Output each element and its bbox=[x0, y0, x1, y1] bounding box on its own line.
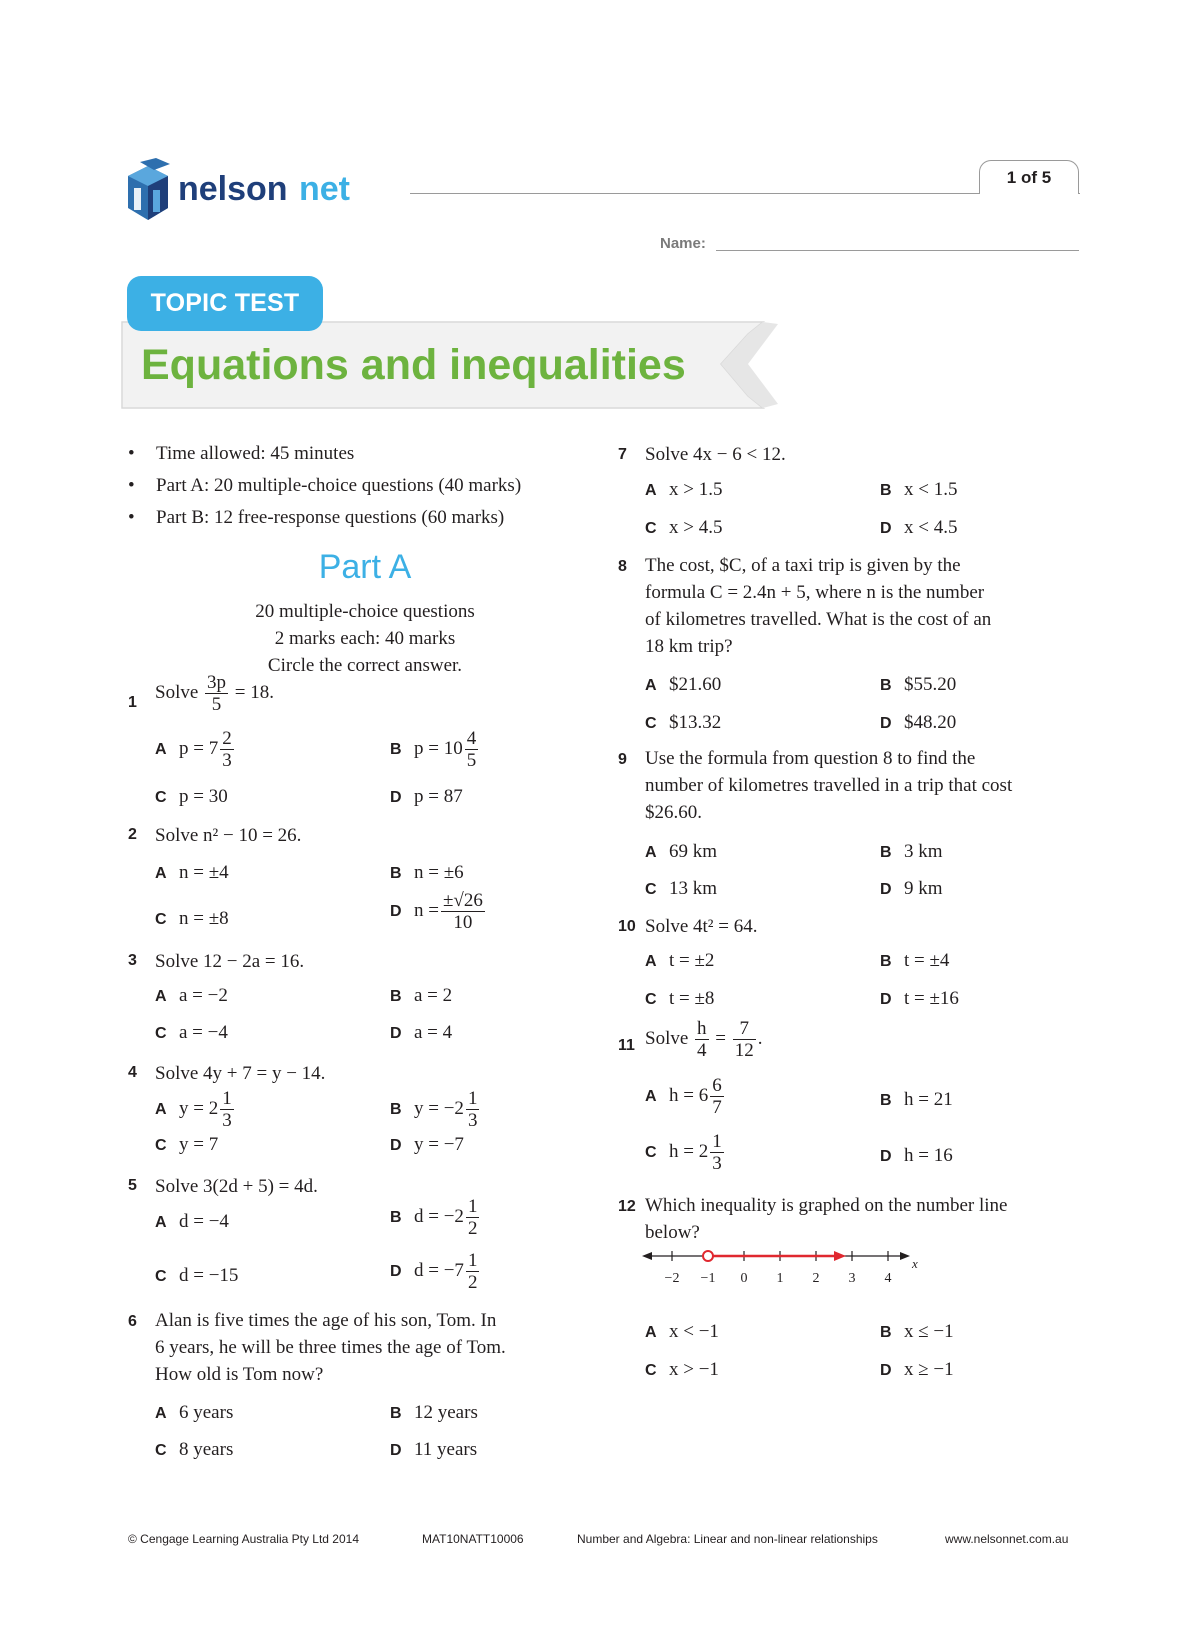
option-d[interactable]: D a = 4 bbox=[390, 1022, 453, 1043]
option-a[interactable]: A d = −4 bbox=[155, 1211, 229, 1232]
question-1-text: Solve $\frac{3p}{5}$ = 18. bbox=[155, 672, 274, 715]
option-b[interactable]: B x ≤ −1 bbox=[880, 1321, 954, 1342]
option-a[interactable]: A a = −2 bbox=[155, 985, 228, 1006]
option-c[interactable]: C t = ±8 bbox=[645, 988, 715, 1009]
option-c[interactable]: C d = −15 bbox=[155, 1265, 239, 1286]
question-number: 6 bbox=[128, 1313, 137, 1330]
option-d[interactable]: D d = −7 $\frac{1}{2}$ bbox=[390, 1250, 478, 1293]
option-a[interactable]: A 69 km bbox=[645, 841, 718, 862]
option-b[interactable]: B n = ±6 bbox=[390, 862, 464, 883]
logo-text-nelson: nelson bbox=[178, 170, 288, 208]
option-c[interactable]: C p = 30 bbox=[155, 786, 228, 807]
option-a[interactable]: A n = ±4 bbox=[155, 862, 229, 883]
question-number: 3 bbox=[128, 952, 137, 969]
option-b[interactable]: B x < 1.5 bbox=[880, 479, 958, 500]
option-d[interactable]: D 11 years bbox=[390, 1439, 478, 1460]
question-4-text: Solve 4y + 7 = y − 14. bbox=[155, 1063, 326, 1084]
question-5-text: Solve 3(2d + 5) = 4d. bbox=[155, 1176, 318, 1197]
option-d[interactable]: D $48.20 bbox=[880, 712, 957, 733]
logo-text-net: net bbox=[299, 170, 350, 208]
question-2-text: Solve n² − 10 = 26. bbox=[155, 825, 302, 846]
option-b[interactable]: B a = 2 bbox=[390, 985, 453, 1006]
page-indicator: 1 of 5 bbox=[979, 160, 1079, 194]
tick-label: −1 bbox=[700, 1271, 716, 1286]
option-a[interactable]: A h = 6 $\frac{6}{7}$ bbox=[645, 1075, 722, 1118]
tick-label: 2 bbox=[812, 1271, 820, 1286]
question-7-text: Solve 4x − 6 < 12. bbox=[645, 444, 786, 465]
question-number: 11 bbox=[618, 1037, 635, 1054]
option-b[interactable]: B d = −2 $\frac{1}{2}$ bbox=[390, 1196, 478, 1239]
option-d[interactable]: D x ≥ −1 bbox=[880, 1359, 954, 1380]
option-d[interactable]: D t = ±16 bbox=[880, 988, 959, 1009]
question-3-text: Solve 12 − 2a = 16. bbox=[155, 951, 305, 972]
option-c[interactable]: C x > −1 bbox=[645, 1359, 719, 1380]
option-a[interactable]: A $21.60 bbox=[645, 674, 722, 695]
name-label: Name: bbox=[660, 235, 706, 252]
tick-label: 3 bbox=[848, 1271, 856, 1286]
right-arrow-icon bbox=[900, 1252, 910, 1260]
part-a-title: Part A bbox=[318, 548, 412, 586]
question-11-text: Solve $\frac{h}{4}$ = $\frac{7}{12}$ . bbox=[645, 1018, 763, 1061]
option-d[interactable]: D h = 16 bbox=[880, 1145, 953, 1166]
option-d[interactable]: D p = 87 bbox=[390, 786, 463, 807]
option-b[interactable]: B p = 10 $\frac{4}{5}$ bbox=[390, 728, 477, 771]
footer-code: MAT10NATT10006 bbox=[422, 1532, 524, 1546]
intro-item: • Time allowed: 45 minutes bbox=[128, 438, 521, 470]
open-circle-point bbox=[703, 1251, 713, 1261]
option-d[interactable]: D x < 4.5 bbox=[880, 517, 958, 538]
question-number: 8 bbox=[618, 558, 627, 575]
footer-url[interactable]: www.nelsonnet.com.au bbox=[945, 1532, 1069, 1546]
intro-item: • Part A: 20 multiple-choice questions (40 marks) bbox=[128, 470, 521, 502]
left-arrow-icon bbox=[642, 1252, 652, 1260]
option-a[interactable]: A x > 1.5 bbox=[645, 479, 723, 500]
fraction: $\frac{7}{12}$ bbox=[734, 1018, 754, 1061]
part-a-line: 20 multiple-choice questions bbox=[255, 601, 475, 622]
option-c[interactable]: C n = ±8 bbox=[155, 908, 229, 929]
question-number: 7 bbox=[618, 446, 627, 463]
option-c[interactable]: C h = 2 $\frac{1}{3}$ bbox=[645, 1131, 722, 1174]
option-c[interactable]: C x > 4.5 bbox=[645, 517, 723, 538]
option-d[interactable]: D 9 km bbox=[880, 878, 943, 899]
option-b[interactable]: B $55.20 bbox=[880, 674, 957, 695]
name-line bbox=[716, 250, 1079, 251]
logo-cube-mark bbox=[128, 158, 170, 220]
topic-test-badge: TOPIC TEST bbox=[127, 276, 323, 331]
option-c[interactable]: C y = 7 bbox=[155, 1134, 219, 1155]
option-c[interactable]: C 8 years bbox=[155, 1439, 234, 1460]
option-a[interactable]: A p = 7 $\frac{2}{3}$ bbox=[155, 728, 232, 771]
question-number: 9 bbox=[618, 751, 627, 768]
intro-list bbox=[128, 438, 521, 534]
footer-copyright: © Cengage Learning Australia Pty Ltd 2014 bbox=[128, 1532, 359, 1546]
option-b[interactable]: B h = 21 bbox=[880, 1089, 953, 1110]
option-c[interactable]: C a = −4 bbox=[155, 1022, 228, 1043]
question-9-text: Use the formula from question 8 to find the number of kilometres travelled in a trip that cost $26.60. bbox=[645, 748, 1013, 823]
tick-label: 1 bbox=[776, 1271, 784, 1286]
option-b[interactable]: B 3 km bbox=[880, 841, 943, 862]
axis-variable: x bbox=[912, 1256, 918, 1271]
page-title: Equations and inequalities bbox=[141, 341, 686, 389]
intro-item: • Part B: 12 free-response questions (60 marks) bbox=[128, 502, 521, 534]
option-a[interactable]: A t = ±2 bbox=[645, 950, 715, 971]
option-c[interactable]: C 13 km bbox=[645, 878, 718, 899]
question-6-text: Alan is five times the age of his son, Tom. In 6 years, he will be three times the age of Tom. How old is Tom now? bbox=[155, 1310, 506, 1385]
question-lead: Solve bbox=[155, 681, 199, 703]
part-a-line: Circle the correct answer. bbox=[267, 655, 463, 676]
question-10-text: Solve 4t² = 64. bbox=[645, 916, 758, 937]
option-b[interactable]: B y = −2 $\frac{1}{3}$ bbox=[390, 1088, 478, 1131]
option-d[interactable]: D y = −7 bbox=[390, 1134, 464, 1155]
question-number: 1 bbox=[128, 694, 137, 711]
option-a[interactable]: A x < −1 bbox=[645, 1321, 719, 1342]
question-number: 10 bbox=[618, 918, 636, 935]
tick-label: 4 bbox=[884, 1271, 892, 1286]
fraction: $\frac{3p}{5}$ bbox=[207, 672, 227, 715]
solution-arrow-icon bbox=[834, 1251, 846, 1261]
option-c[interactable]: C $13.32 bbox=[645, 712, 722, 733]
option-a[interactable]: A 6 years bbox=[155, 1402, 234, 1423]
option-a[interactable]: A y = 2 $\frac{1}{3}$ bbox=[155, 1088, 232, 1131]
option-b[interactable]: B t = ±4 bbox=[880, 950, 950, 971]
part-a-line: 2 marks each: 40 marks bbox=[274, 628, 456, 649]
nelsonnet-logo bbox=[126, 158, 416, 224]
tick-label: −2 bbox=[664, 1271, 680, 1286]
fraction: $\frac{h}{4}$ bbox=[697, 1018, 707, 1061]
question-8-text: The cost, $C, of a taxi trip is given by the formula C = 2.4n + 5, where n is the number of kilometres travelled. What is the cost of an 18 km trip? bbox=[645, 555, 992, 657]
tick-label: 0 bbox=[740, 1271, 748, 1286]
number-line bbox=[640, 1238, 920, 1290]
question-number: 12 bbox=[618, 1198, 636, 1215]
option-b[interactable]: B 12 years bbox=[390, 1402, 478, 1423]
question-number: 2 bbox=[128, 826, 137, 843]
option-d[interactable]: D n = $\frac{\pm√26}{10}$ bbox=[390, 890, 483, 933]
question-12-text: Which inequality is graphed on the number line below? bbox=[645, 1195, 1008, 1243]
question-number: 5 bbox=[128, 1177, 137, 1194]
question-number: 4 bbox=[128, 1064, 137, 1081]
footer-strand: Number and Algebra: Linear and non-linear relationships bbox=[577, 1532, 878, 1546]
